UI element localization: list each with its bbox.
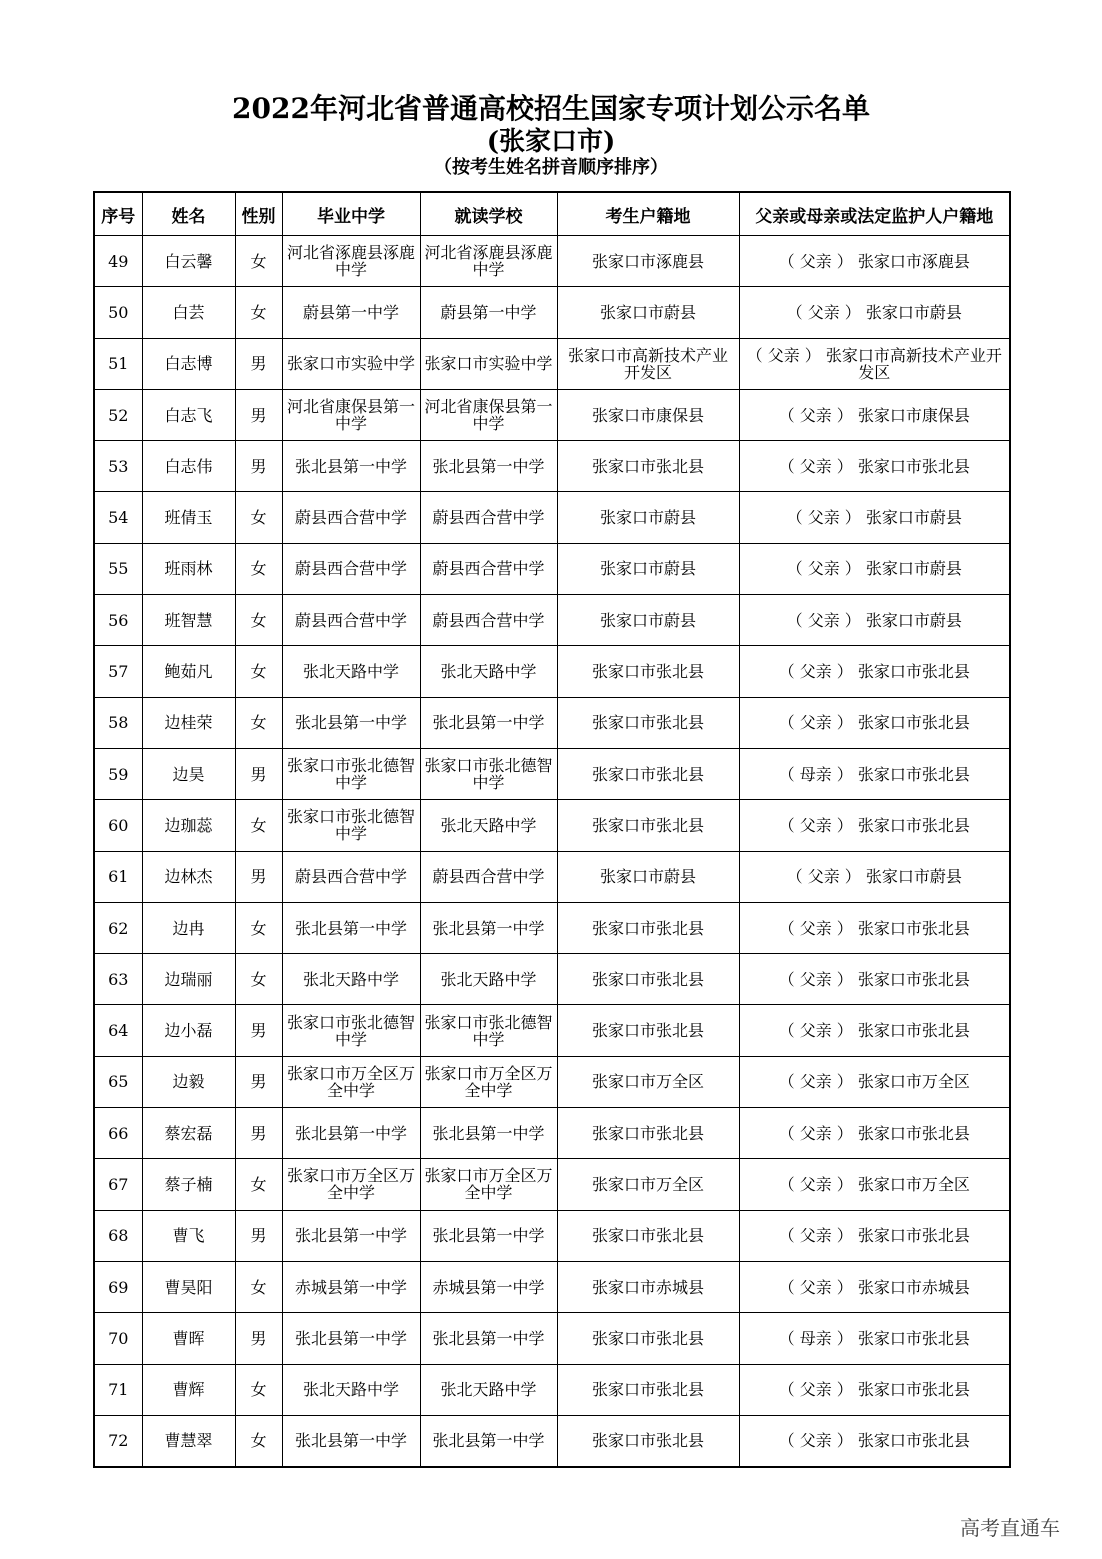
cell-col-index: 69: [94, 1261, 142, 1312]
cell-col-current-school: 河北省康保县第一中学: [420, 389, 557, 440]
cell-col-guardian-registration: （ 父亲 ） 张家口市张北县: [739, 441, 1010, 492]
cell-col-gender: 女: [235, 287, 282, 338]
cell-col-current-school: 张家口市万全区万全中学: [420, 1056, 557, 1107]
cell-col-current-school: 张家口市张北德智中学: [420, 748, 557, 799]
cell-col-guardian-registration: （ 父亲 ） 张家口市张北县: [739, 954, 1010, 1005]
cell-col-name: 白芸: [142, 287, 235, 338]
cell-col-guardian-registration: （ 父亲 ） 张家口市蔚县: [739, 595, 1010, 646]
cell-col-graduation-school: 张家口市万全区万全中学: [282, 1159, 420, 1210]
cell-col-household-registration: 张家口市张北县: [557, 954, 739, 1005]
cell-col-current-school: 张北县第一中学: [420, 1415, 557, 1467]
cell-col-index: 67: [94, 1159, 142, 1210]
cell-col-gender: 男: [235, 1056, 282, 1107]
cell-col-current-school: 张北县第一中学: [420, 902, 557, 953]
cell-col-gender: 女: [235, 543, 282, 594]
cell-col-name: 曹慧翠: [142, 1415, 235, 1467]
cell-col-gender: 女: [235, 954, 282, 1005]
table-header-row: [94, 192, 1010, 236]
cell-col-graduation-school: 蔚县第一中学: [282, 287, 420, 338]
cell-col-guardian-registration: （ 父亲 ） 张家口市张北县: [739, 1108, 1010, 1159]
cell-col-index: 63: [94, 954, 142, 1005]
cell-col-index: 53: [94, 441, 142, 492]
cell-col-gender: 男: [235, 1005, 282, 1056]
table-row: [94, 697, 1010, 748]
cell-col-gender: 男: [235, 338, 282, 389]
cell-col-current-school: 张北天路中学: [420, 646, 557, 697]
table-row: [94, 543, 1010, 594]
cell-col-household-registration: 张家口市张北县: [557, 697, 739, 748]
cell-col-current-school: 蔚县西合营中学: [420, 595, 557, 646]
cell-col-name: 班雨林: [142, 543, 235, 594]
table-row: [94, 1261, 1010, 1312]
cell-col-current-school: 张北县第一中学: [420, 441, 557, 492]
cell-col-index: 65: [94, 1056, 142, 1107]
cell-col-name: 白志伟: [142, 441, 235, 492]
cell-col-name: 边昊: [142, 748, 235, 799]
cell-col-graduation-school: 蔚县西合营中学: [282, 543, 420, 594]
cell-col-household-registration: 张家口市蔚县: [557, 851, 739, 902]
cell-col-gender: 女: [235, 1415, 282, 1467]
cell-col-name: 曹飞: [142, 1210, 235, 1261]
cell-col-gender: 女: [235, 902, 282, 953]
cell-col-current-school: 张家口市实验中学: [420, 338, 557, 389]
watermark: 高考直通车: [960, 1516, 1060, 1540]
cell-col-name: 蔡子楠: [142, 1159, 235, 1210]
cell-col-household-registration: 张家口市张北县: [557, 748, 739, 799]
cell-col-household-registration: 张家口市张北县: [557, 800, 739, 851]
sort-note: （按考生姓名拼音顺序排序）: [434, 157, 668, 178]
cell-col-index: 70: [94, 1313, 142, 1364]
cell-col-household-registration: 张家口市蔚县: [557, 543, 739, 594]
cell-col-guardian-registration: （ 父亲 ） 张家口市高新技术产业开发区: [739, 338, 1010, 389]
table-row: [94, 748, 1010, 799]
page-subtitle: (张家口市): [486, 127, 616, 157]
cell-col-household-registration: 张家口市张北县: [557, 1005, 739, 1056]
cell-col-index: 60: [94, 800, 142, 851]
cell-col-graduation-school: 张北天路中学: [282, 954, 420, 1005]
cell-col-gender: 女: [235, 646, 282, 697]
cell-col-household-registration: 张家口市蔚县: [557, 492, 739, 543]
cell-col-index: 52: [94, 389, 142, 440]
cell-col-gender: 女: [235, 697, 282, 748]
cell-col-guardian-registration: （ 父亲 ） 张家口市张北县: [739, 697, 1010, 748]
cell-col-graduation-school: 赤城县第一中学: [282, 1261, 420, 1312]
cell-col-graduation-school: 张北县第一中学: [282, 902, 420, 953]
cell-col-name: 边小磊: [142, 1005, 235, 1056]
cell-col-gender: 女: [235, 1261, 282, 1312]
page-title: 2022年河北省普通高校招生国家专项计划公示名单: [232, 92, 870, 125]
cell-col-graduation-school: 张北县第一中学: [282, 1210, 420, 1261]
header-col-index: 序号: [94, 192, 142, 236]
cell-col-index: 54: [94, 492, 142, 543]
cell-col-index: 57: [94, 646, 142, 697]
cell-col-household-registration: 张家口市高新技术产业开发区: [557, 338, 739, 389]
cell-col-name: 边珈蕊: [142, 800, 235, 851]
cell-col-name: 蔡宏磊: [142, 1108, 235, 1159]
cell-col-graduation-school: 蔚县西合营中学: [282, 851, 420, 902]
cell-col-name: 班倩玉: [142, 492, 235, 543]
cell-col-current-school: 蔚县第一中学: [420, 287, 557, 338]
cell-col-graduation-school: 张北天路中学: [282, 646, 420, 697]
cell-col-current-school: 蔚县西合营中学: [420, 851, 557, 902]
cell-col-current-school: 蔚县西合营中学: [420, 543, 557, 594]
cell-col-graduation-school: 张家口市张北德智中学: [282, 800, 420, 851]
cell-col-gender: 女: [235, 595, 282, 646]
table-row: [94, 492, 1010, 543]
table-row: [94, 389, 1010, 440]
cell-col-name: 曹晖: [142, 1313, 235, 1364]
cell-col-current-school: 张北县第一中学: [420, 697, 557, 748]
cell-col-guardian-registration: （ 母亲 ） 张家口市张北县: [739, 1313, 1010, 1364]
cell-col-guardian-registration: （ 父亲 ） 张家口市张北县: [739, 800, 1010, 851]
cell-col-gender: 男: [235, 1313, 282, 1364]
table-row: [94, 902, 1010, 953]
table-row: [94, 646, 1010, 697]
table-row: [94, 1108, 1010, 1159]
cell-col-guardian-registration: （ 父亲 ） 张家口市张北县: [739, 646, 1010, 697]
cell-col-graduation-school: 张家口市万全区万全中学: [282, 1056, 420, 1107]
cell-col-index: 62: [94, 902, 142, 953]
header-col-graduation-school: 毕业中学: [282, 192, 420, 236]
table-row: [94, 595, 1010, 646]
cell-col-graduation-school: 张北县第一中学: [282, 1313, 420, 1364]
cell-col-gender: 女: [235, 236, 282, 287]
cell-col-index: 59: [94, 748, 142, 799]
cell-col-name: 曹辉: [142, 1364, 235, 1415]
cell-col-guardian-registration: （ 父亲 ） 张家口市康保县: [739, 389, 1010, 440]
cell-col-guardian-registration: （ 母亲 ） 张家口市张北县: [739, 748, 1010, 799]
cell-col-household-registration: 张家口市蔚县: [557, 287, 739, 338]
cell-col-guardian-registration: （ 父亲 ） 张家口市蔚县: [739, 543, 1010, 594]
cell-col-current-school: 河北省涿鹿县涿鹿中学: [420, 236, 557, 287]
roster-table: [93, 191, 1011, 1468]
cell-col-name: 边林杰: [142, 851, 235, 902]
cell-col-current-school: 张北县第一中学: [420, 1313, 557, 1364]
cell-col-graduation-school: 张北县第一中学: [282, 1415, 420, 1467]
cell-col-name: 边瑞丽: [142, 954, 235, 1005]
cell-col-graduation-school: 河北省康保县第一中学: [282, 389, 420, 440]
cell-col-gender: 女: [235, 1159, 282, 1210]
cell-col-graduation-school: 张家口市张北德智中学: [282, 1005, 420, 1056]
cell-col-guardian-registration: （ 父亲 ） 张家口市蔚县: [739, 851, 1010, 902]
cell-col-guardian-registration: （ 父亲 ） 张家口市张北县: [739, 1005, 1010, 1056]
cell-col-graduation-school: 张北县第一中学: [282, 1108, 420, 1159]
cell-col-name: 白志飞: [142, 389, 235, 440]
cell-col-guardian-registration: （ 父亲 ） 张家口市万全区: [739, 1056, 1010, 1107]
cell-col-graduation-school: 张家口市张北德智中学: [282, 748, 420, 799]
cell-col-index: 61: [94, 851, 142, 902]
cell-col-household-registration: 张家口市张北县: [557, 441, 739, 492]
cell-col-index: 49: [94, 236, 142, 287]
cell-col-name: 班智慧: [142, 595, 235, 646]
cell-col-current-school: 赤城县第一中学: [420, 1261, 557, 1312]
cell-col-gender: 男: [235, 441, 282, 492]
cell-col-household-registration: 张家口市张北县: [557, 902, 739, 953]
cell-col-guardian-registration: （ 父亲 ） 张家口市张北县: [739, 1364, 1010, 1415]
table-row: [94, 954, 1010, 1005]
cell-col-current-school: 张北县第一中学: [420, 1108, 557, 1159]
cell-col-current-school: 张家口市张北德智中学: [420, 1005, 557, 1056]
cell-col-index: 51: [94, 338, 142, 389]
cell-col-current-school: 张北县第一中学: [420, 1210, 557, 1261]
table-row: [94, 1313, 1010, 1364]
cell-col-guardian-registration: （ 父亲 ） 张家口市蔚县: [739, 287, 1010, 338]
table-row: [94, 1364, 1010, 1415]
header-col-guardian-registration: 父亲或母亲或法定监护人户籍地: [739, 192, 1010, 236]
cell-col-gender: 男: [235, 851, 282, 902]
cell-col-name: 白志博: [142, 338, 235, 389]
cell-col-index: 58: [94, 697, 142, 748]
cell-col-household-registration: 张家口市万全区: [557, 1159, 739, 1210]
cell-col-index: 66: [94, 1108, 142, 1159]
table-body: [94, 236, 1010, 1468]
cell-col-index: 55: [94, 543, 142, 594]
header-col-name: 姓名: [142, 192, 235, 236]
cell-col-household-registration: 张家口市张北县: [557, 646, 739, 697]
cell-col-gender: 男: [235, 389, 282, 440]
cell-col-graduation-school: 张北县第一中学: [282, 697, 420, 748]
cell-col-guardian-registration: （ 父亲 ） 张家口市张北县: [739, 902, 1010, 953]
cell-col-index: 71: [94, 1364, 142, 1415]
cell-col-graduation-school: 蔚县西合营中学: [282, 492, 420, 543]
table-row: [94, 287, 1010, 338]
cell-col-household-registration: 张家口市张北县: [557, 1364, 739, 1415]
cell-col-gender: 女: [235, 1364, 282, 1415]
header-col-current-school: 就读学校: [420, 192, 557, 236]
cell-col-household-registration: 张家口市蔚县: [557, 595, 739, 646]
cell-col-index: 56: [94, 595, 142, 646]
cell-col-index: 64: [94, 1005, 142, 1056]
cell-col-current-school: 张北天路中学: [420, 1364, 557, 1415]
cell-col-graduation-school: 蔚县西合营中学: [282, 595, 420, 646]
table-row: [94, 851, 1010, 902]
cell-col-gender: 女: [235, 800, 282, 851]
cell-col-gender: 男: [235, 748, 282, 799]
cell-col-guardian-registration: （ 父亲 ） 张家口市张北县: [739, 1210, 1010, 1261]
table-row: [94, 1159, 1010, 1210]
cell-col-guardian-registration: （ 父亲 ） 张家口市蔚县: [739, 492, 1010, 543]
cell-col-guardian-registration: （ 父亲 ） 张家口市张北县: [739, 1415, 1010, 1467]
table-row: [94, 1056, 1010, 1107]
cell-col-gender: 男: [235, 1210, 282, 1261]
table-row: [94, 236, 1010, 287]
cell-col-index: 68: [94, 1210, 142, 1261]
table-row: [94, 1415, 1010, 1467]
cell-col-name: 边毅: [142, 1056, 235, 1107]
header-col-gender: 性别: [235, 192, 282, 236]
table-row: [94, 800, 1010, 851]
cell-col-graduation-school: 张北县第一中学: [282, 441, 420, 492]
cell-col-name: 边冉: [142, 902, 235, 953]
cell-col-household-registration: 张家口市赤城县: [557, 1261, 739, 1312]
cell-col-guardian-registration: （ 父亲 ） 张家口市赤城县: [739, 1261, 1010, 1312]
cell-col-guardian-registration: （ 父亲 ） 张家口市涿鹿县: [739, 236, 1010, 287]
cell-col-household-registration: 张家口市涿鹿县: [557, 236, 739, 287]
cell-col-household-registration: 张家口市张北县: [557, 1108, 739, 1159]
cell-col-current-school: 张家口市万全区万全中学: [420, 1159, 557, 1210]
table-row: [94, 338, 1010, 389]
cell-col-index: 50: [94, 287, 142, 338]
cell-col-current-school: 张北天路中学: [420, 800, 557, 851]
cell-col-guardian-registration: （ 父亲 ） 张家口市万全区: [739, 1159, 1010, 1210]
cell-col-household-registration: 张家口市张北县: [557, 1313, 739, 1364]
cell-col-gender: 男: [235, 1108, 282, 1159]
cell-col-household-registration: 张家口市张北县: [557, 1415, 739, 1467]
cell-col-name: 边桂荣: [142, 697, 235, 748]
table-row: [94, 1005, 1010, 1056]
cell-col-graduation-school: 张家口市实验中学: [282, 338, 420, 389]
table-row: [94, 441, 1010, 492]
cell-col-current-school: 蔚县西合营中学: [420, 492, 557, 543]
cell-col-household-registration: 张家口市张北县: [557, 1210, 739, 1261]
cell-col-name: 曹昊阳: [142, 1261, 235, 1312]
cell-col-current-school: 张北天路中学: [420, 954, 557, 1005]
cell-col-index: 72: [94, 1415, 142, 1467]
cell-col-graduation-school: 张北天路中学: [282, 1364, 420, 1415]
cell-col-gender: 女: [235, 492, 282, 543]
table-row: [94, 1210, 1010, 1261]
cell-col-name: 白云馨: [142, 236, 235, 287]
cell-col-household-registration: 张家口市万全区: [557, 1056, 739, 1107]
header-col-household-registration: 考生户籍地: [557, 192, 739, 236]
cell-col-graduation-school: 河北省涿鹿县涿鹿中学: [282, 236, 420, 287]
cell-col-name: 鲍茹凡: [142, 646, 235, 697]
cell-col-household-registration: 张家口市康保县: [557, 389, 739, 440]
